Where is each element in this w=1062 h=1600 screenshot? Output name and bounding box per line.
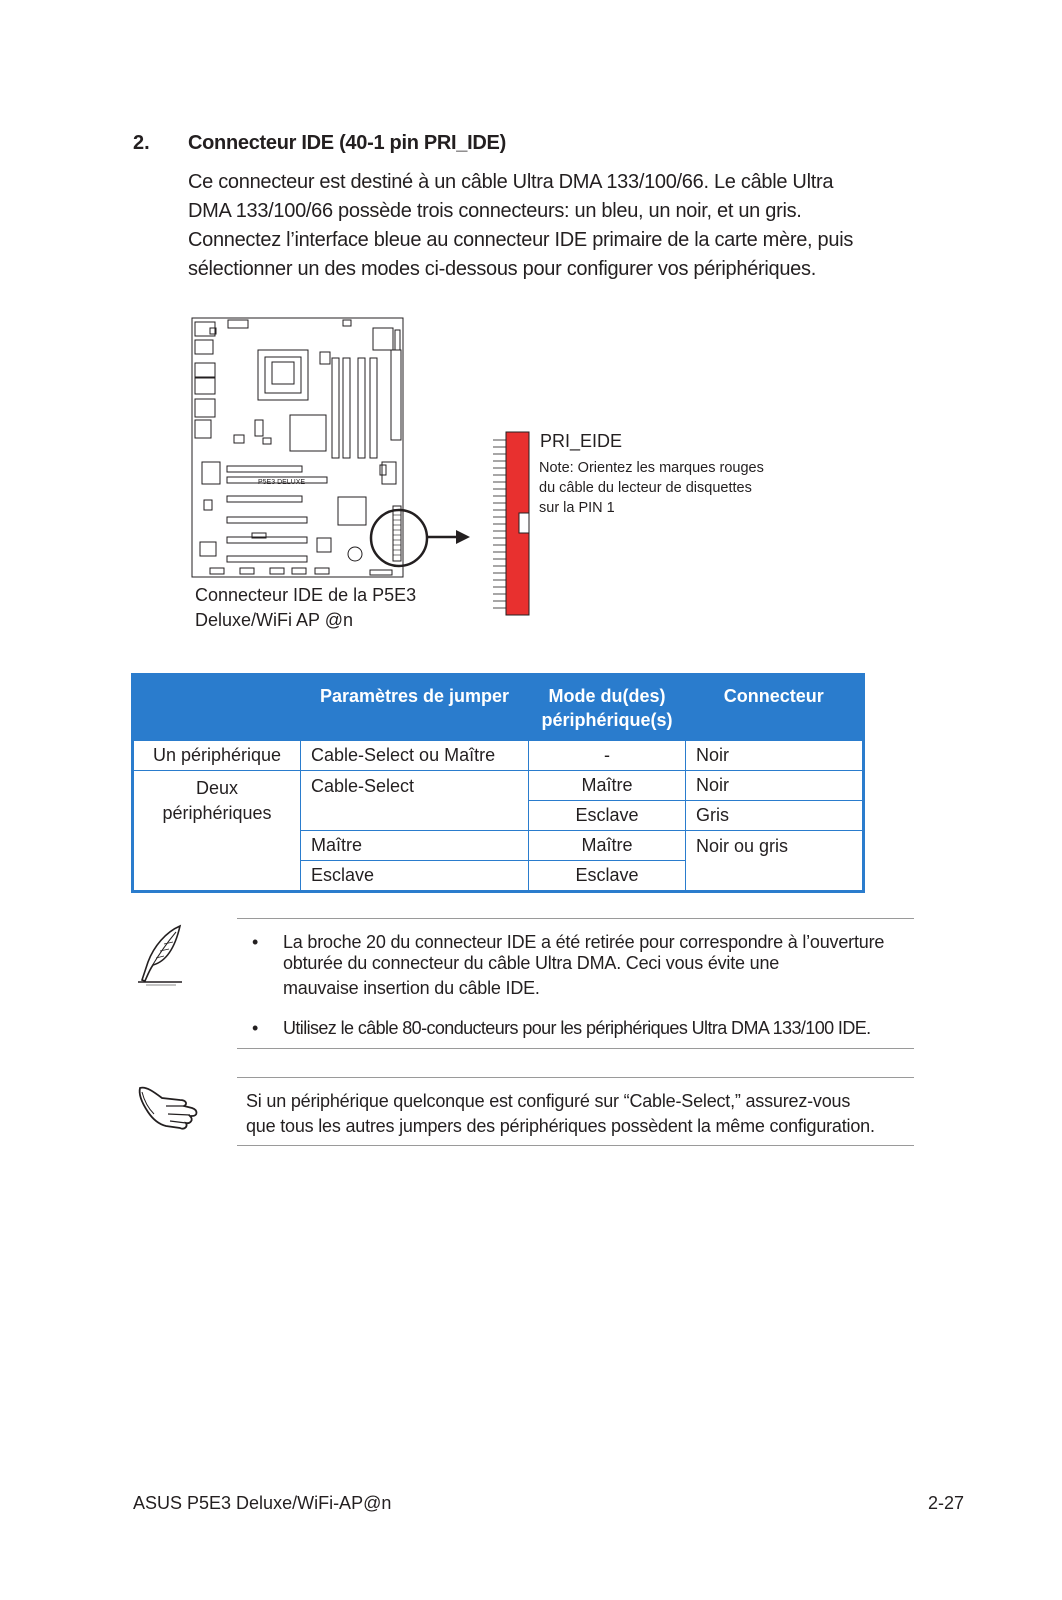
note-line: sur la PIN 1: [539, 500, 615, 516]
table-header-row: [133, 675, 864, 741]
divider: [237, 1145, 914, 1146]
intro-line: Ce connecteur est destiné à un câble Ultra DMA 133/100/66. Le câble Ultra: [188, 171, 834, 193]
divider: [237, 918, 914, 919]
header-jumper: Paramètres de jumper: [301, 675, 529, 741]
bullet: •: [252, 932, 259, 952]
caption-line: Connecteur IDE de la P5E3: [195, 585, 417, 605]
intro-line: sélectionner un des modes ci-dessous pour configurer vos périphériques.: [188, 258, 816, 280]
table-cell: Un périphérique: [133, 741, 301, 771]
feather-pen-icon: [136, 924, 186, 988]
divider: [237, 1048, 914, 1049]
caption-line: Deluxe/WiFi AP @n: [195, 610, 353, 630]
divider: [237, 1077, 914, 1078]
table-cell: Maître: [529, 771, 686, 801]
section-number: 2.: [133, 132, 150, 154]
motherboard-diagram: [180, 310, 540, 620]
table-cell: Noir: [686, 771, 864, 801]
table-cell: Maître: [529, 831, 686, 861]
tip-text: [246, 1089, 875, 1139]
connector-note: [539, 458, 764, 518]
pointing-hand-icon: [136, 1082, 202, 1132]
table-cell: Esclave: [529, 861, 686, 892]
note-line: du câble du lecteur de disquettes: [539, 480, 752, 496]
intro-line: Connectez l’interface bleue au connecteur IDE primaire de la carte mère, puis: [188, 229, 854, 251]
tip-line: Si un périphérique quelconque est configuré sur “Cable-Select,” assurez-vous: [246, 1091, 851, 1111]
connector-key-notch: [519, 513, 529, 533]
table-cell: Cable-Select ou Maître: [301, 741, 529, 771]
header-cell: [133, 675, 301, 741]
table-cell: Maître: [301, 831, 529, 861]
table-cell: -: [529, 741, 686, 771]
table-cell: Esclave: [529, 801, 686, 831]
footer-product-name: ASUS P5E3 Deluxe/WiFi-AP@n: [133, 1493, 392, 1513]
header-connector: Connecteur: [686, 675, 864, 741]
table-cell: Esclave: [301, 861, 529, 892]
header-mode: Mode du(des) périphérique(s): [529, 675, 686, 741]
section-title: Connecteur IDE (40-1 pin PRI_IDE): [188, 132, 506, 154]
table-cell: Noir ou gris: [686, 831, 864, 892]
intro-paragraph: [188, 168, 928, 284]
connector-label: PRI_EIDE: [540, 431, 623, 451]
jumper-settings-table: [131, 673, 865, 893]
intro-line: DMA 133/100/66 possède trois connecteurs: un bleu, un noir, et un gris.: [188, 200, 802, 222]
note-line: Note: Orientez les marques rouges: [539, 460, 764, 476]
table-cell: Deux périphériques: [133, 771, 301, 892]
table-cell: Cable-Select: [301, 771, 529, 831]
note-item-continuation: mauvaise insertion du câble IDE.: [283, 978, 540, 998]
tip-line: que tous les autres jumpers des périphériques possèdent la même configuration.: [246, 1116, 875, 1136]
board-model-label: P5E3 DELUXE: [258, 479, 306, 486]
table-row: [133, 771, 864, 801]
page-number: 2-27: [928, 1493, 965, 1513]
table-cell: Gris: [686, 801, 864, 831]
figure-caption: [195, 583, 416, 633]
note-item: Utilisez le câble 80-conducteurs pour les périphériques Ultra DMA 133/100 IDE.: [283, 1018, 871, 1038]
table-cell: Noir: [686, 741, 864, 771]
table-row: [133, 741, 864, 771]
bullet: •: [252, 1018, 259, 1038]
note-item: La broche 20 du connecteur IDE a été retirée pour correspondre à l’ouverture obturée du connecteur du câble Ultra DMA. Ceci vous évite une: [283, 932, 885, 973]
